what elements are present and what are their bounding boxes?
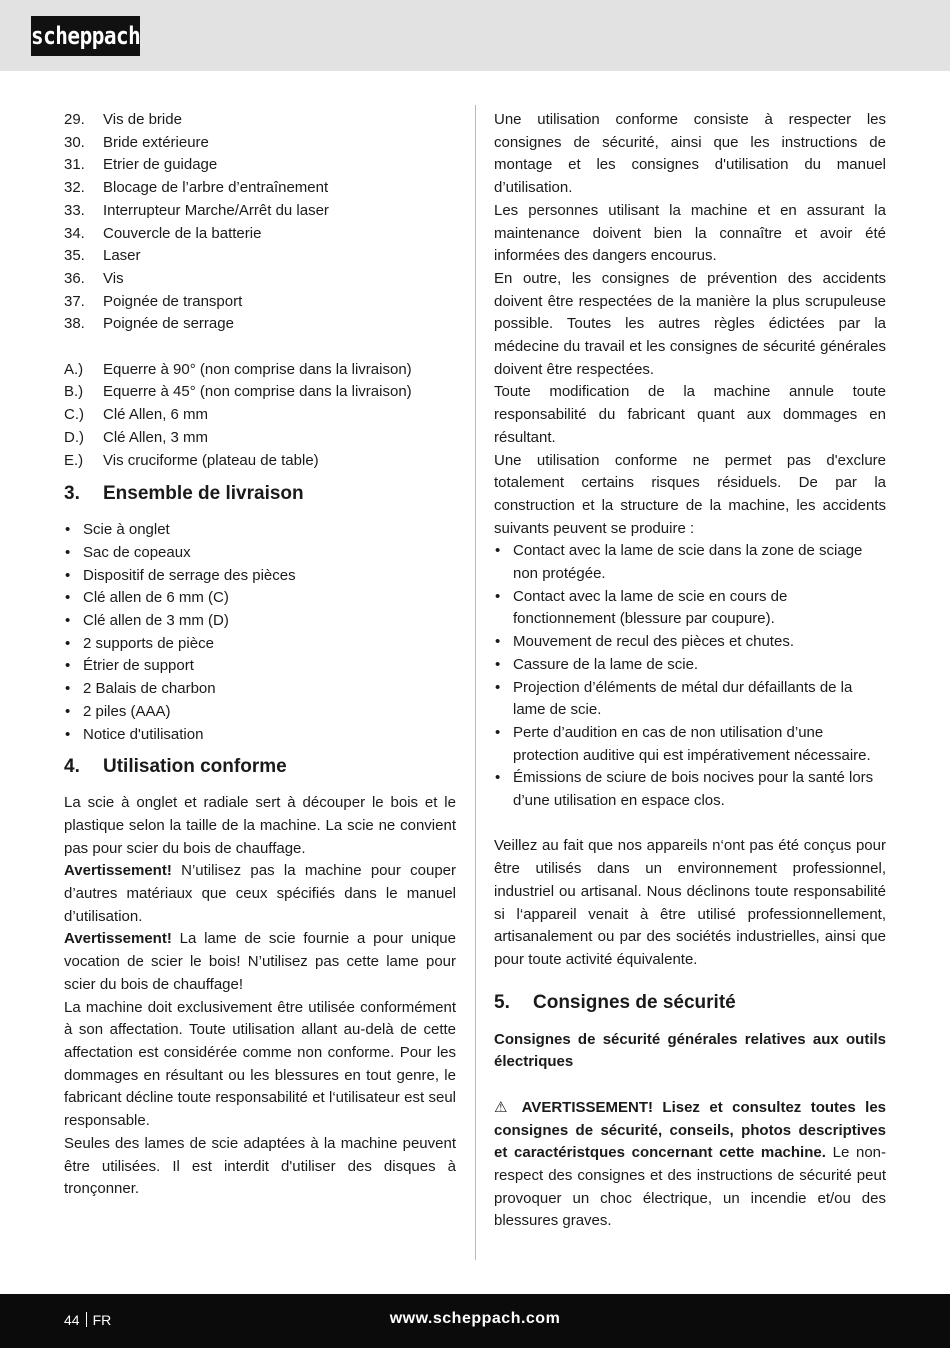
list-number: 30. xyxy=(64,133,85,151)
risk-list-item: • Mouvement de recul des pièces et chutes. xyxy=(494,631,886,654)
list-label: Vis de bride xyxy=(103,111,182,128)
section-5-heading xyxy=(494,972,886,1028)
list-number: 32. xyxy=(64,179,85,197)
list-label: Vis xyxy=(103,269,124,287)
list-label: Poignée de serrage xyxy=(103,315,234,333)
column-divider xyxy=(475,105,476,1260)
risk-list-item: • Perte d’audition en cas de non utilisation d’une protection auditive qui est impérativement nécessaire. xyxy=(494,722,886,767)
list-number: 35. xyxy=(64,247,85,265)
list-number: 36. xyxy=(64,269,85,287)
parts-list-item xyxy=(64,245,456,268)
delivery-list-item: • 2 piles (AAA) xyxy=(64,701,456,724)
risks-list xyxy=(494,540,886,812)
maintenance-paragraph: Les personnes utilisant la machine et en assurant la maintenance doivent bien la connaître et avoir été informées des dangers encourus. xyxy=(494,201,886,265)
header-band xyxy=(0,0,950,71)
delivery-list-item: • Clé allen de 6 mm (C) xyxy=(64,587,456,610)
list-label: Clé Allen, 3 mm xyxy=(103,428,209,446)
list-number: B.) xyxy=(64,383,84,401)
delivery-list-item: • Notice d'utilisation xyxy=(64,724,456,747)
warning-paragraph-2 xyxy=(64,928,456,996)
list-label: Equerre à 90° (non comprise dans la livraison) xyxy=(103,360,412,378)
modification-paragraph: Toute modification de la machine annule toute responsabilité du fabricant quant aux dommages en résultant. xyxy=(494,383,886,446)
accessories-list-item xyxy=(64,381,456,404)
saw-blade-paragraph: Seules des lames de scie adaptées à la machine peuvent être utilisées. Il est interdit d'utiliser des disques à tronçonner. xyxy=(64,1134,456,1198)
parts-list-item xyxy=(64,154,456,177)
parts-list-item xyxy=(64,200,456,223)
parts-list-item xyxy=(64,268,456,291)
accessories-list-item xyxy=(64,450,456,473)
list-label: Equerre à 45° (non comprise dans la livraison) xyxy=(103,383,412,401)
list-number: 38. xyxy=(64,315,85,333)
delivery-list-item: • Scie à onglet xyxy=(64,519,456,542)
risk-list-item: • Contact avec la lame de scie en cours de fonctionnement (blessure par coupure). xyxy=(494,586,886,631)
section-5-subtitle: Consignes de sécurité générales relatives aux outils électriques xyxy=(494,1030,886,1071)
accident-prevention-paragraph: En outre, les consignes de prévention des accidents doivent être respectées de la manière la plus scrupuleuse possible. Toutes les autres règles édictées par la médecine du travail et les consignes de sécurité générales doivent être respectées. xyxy=(494,269,886,378)
list-label: Couvercle de la batterie xyxy=(103,224,262,242)
parts-list-item xyxy=(64,132,456,155)
accessories-list xyxy=(64,359,456,473)
accessories-list-item xyxy=(64,427,456,450)
safety-warning-bold: AVERTISSEMENT! Lisez et consultez toutes les consignes de sécurité, conseils, photos descriptives et caractéristques concernant cette machine. xyxy=(494,1098,886,1162)
risk-list-item: • Projection d’éléments de métal dur défaillants de la lame de scie. xyxy=(494,677,886,722)
logo-text: scheppach xyxy=(31,22,141,50)
footer-website-link[interactable]: www.scheppach.com xyxy=(389,1310,561,1327)
list-number: 33. xyxy=(64,201,85,219)
list-label: Etrier de guidage xyxy=(103,156,218,174)
parts-list-item xyxy=(64,313,456,336)
list-number: E.) xyxy=(64,451,84,469)
safety-warning-text: Le non-respect des consignes et des instructions de sécurité peut provoquer un choc électrique, un incendie et/ou des blessures graves. xyxy=(494,1144,886,1230)
list-number: 29. xyxy=(64,111,85,128)
section-4-number: 4. xyxy=(64,756,80,778)
list-label: Blocage de l’arbre d’entraînement xyxy=(103,179,329,197)
delivery-list xyxy=(64,519,456,746)
list-number: 34. xyxy=(64,224,85,242)
section-5-number: 5. xyxy=(494,991,510,1013)
list-number: 31. xyxy=(64,156,85,174)
list-number: D.) xyxy=(64,428,84,446)
professional-use-paragraph: Veillez au fait que nos appareils n‘ont pas été conçus pour être utilisés dans un environnement professionnel, industriel ou artisanal. Nous déclinons toute responsabilité si l‘appareil venait à être utilisé professionnellement, artisanalement ou par des sociétés industrielles, ainsi que pour toute activité équivalente. xyxy=(494,837,886,968)
delivery-list-item: • Sac de copeaux xyxy=(64,542,456,565)
list-label: Bride extérieure xyxy=(103,133,209,151)
residual-risks-paragraph: Une utilisation conforme ne permet pas d'exclure totalement certains risques résiduels. De par la construction et la structure de la machine, les accidents suivants peuvent se produire : xyxy=(494,451,886,537)
accessories-list-item xyxy=(64,404,456,427)
list-label: Interrupteur Marche/Arrêt du laser xyxy=(103,201,329,219)
warning-text-2: La lame de scie fournie a pour unique vocation de scier le bois! N’utilisez pas cette lame pour scier du bois de chauffage! xyxy=(64,930,456,993)
section-3-heading xyxy=(64,472,456,519)
warning-label-2: Avertissement! xyxy=(64,930,172,948)
right-column xyxy=(494,109,886,1233)
left-column xyxy=(64,109,456,1201)
parts-list-item xyxy=(64,291,456,314)
brand-logo xyxy=(31,16,140,56)
delivery-list-item: • 2 Balais de charbon xyxy=(64,678,456,701)
list-label: Vis cruciforme (plateau de table) xyxy=(103,451,319,469)
intended-use-paragraph: La scie à onglet et radiale sert à découper le bois et le plastique selon la taille de la machine. La scie ne convient pas pour scier du bois de chauffage. xyxy=(64,794,456,857)
list-number: C.) xyxy=(64,406,84,424)
delivery-list-item: • Étrier de support xyxy=(64,655,456,678)
warning-triangle-icon: ⚠ xyxy=(494,1098,513,1116)
safety-warning-paragraph xyxy=(494,1097,886,1233)
list-number: A.) xyxy=(64,360,84,378)
section-3-number: 3. xyxy=(64,483,80,505)
parts-list-item xyxy=(64,223,456,246)
parts-list xyxy=(64,109,456,336)
warning-paragraph-1 xyxy=(64,860,456,928)
liability-paragraph: La machine doit exclusivement être utilisée conformément à son affectation. Toute utilisation allant au-delà de cette affectation est considérée comme non conforme. Pour les dommages en résultant ou les blessures en tout genre, le fabricant décline toute responsabilité et l‘utilisateur est seul responsable. xyxy=(64,998,456,1130)
list-label: Clé Allen, 6 mm xyxy=(103,406,209,424)
list-label: Laser xyxy=(103,247,141,265)
list-number: 37. xyxy=(64,292,85,310)
risk-list-item: • Cassure de la lame de scie. xyxy=(494,654,886,677)
warning-label-1: Avertissement! xyxy=(64,862,172,880)
parts-list-item xyxy=(64,109,456,132)
risk-list-item: • Contact avec la lame de scie dans la zone de sciage non protégée. xyxy=(494,540,886,585)
footer-bar xyxy=(0,1294,950,1348)
list-label: Poignée de transport xyxy=(103,292,243,310)
section-4-title: Utilisation conforme xyxy=(103,756,287,778)
delivery-list-item: • Dispositif de serrage des pièces xyxy=(64,565,456,588)
accessories-list-item xyxy=(64,359,456,382)
page-number: 44 xyxy=(64,1312,80,1328)
risk-list-item: • Émissions de sciure de bois nocives pour la santé lors d’une utilisation en espace clos. xyxy=(494,767,886,812)
section-5-title: Consignes de sécurité xyxy=(533,991,736,1013)
section-4-heading xyxy=(64,746,456,792)
delivery-list-item: • 2 supports de pièce xyxy=(64,633,456,656)
section-3-title: Ensemble de livraison xyxy=(103,483,304,505)
conform-use-paragraph: Une utilisation conforme consiste à respecter les consignes de sécurité, ainsi que les instructions de montage et les consignes d'utilisation du manuel d’utilisation. xyxy=(494,111,886,197)
parts-list-item xyxy=(64,177,456,200)
warning-text-1: N’utilisez pas la machine pour couper d’autres matériaux que ceux spécifiés dans le manuel d’utilisation. xyxy=(64,862,456,925)
page-language: FR xyxy=(92,1312,112,1328)
delivery-list-item: • Clé allen de 3 mm (D) xyxy=(64,610,456,633)
